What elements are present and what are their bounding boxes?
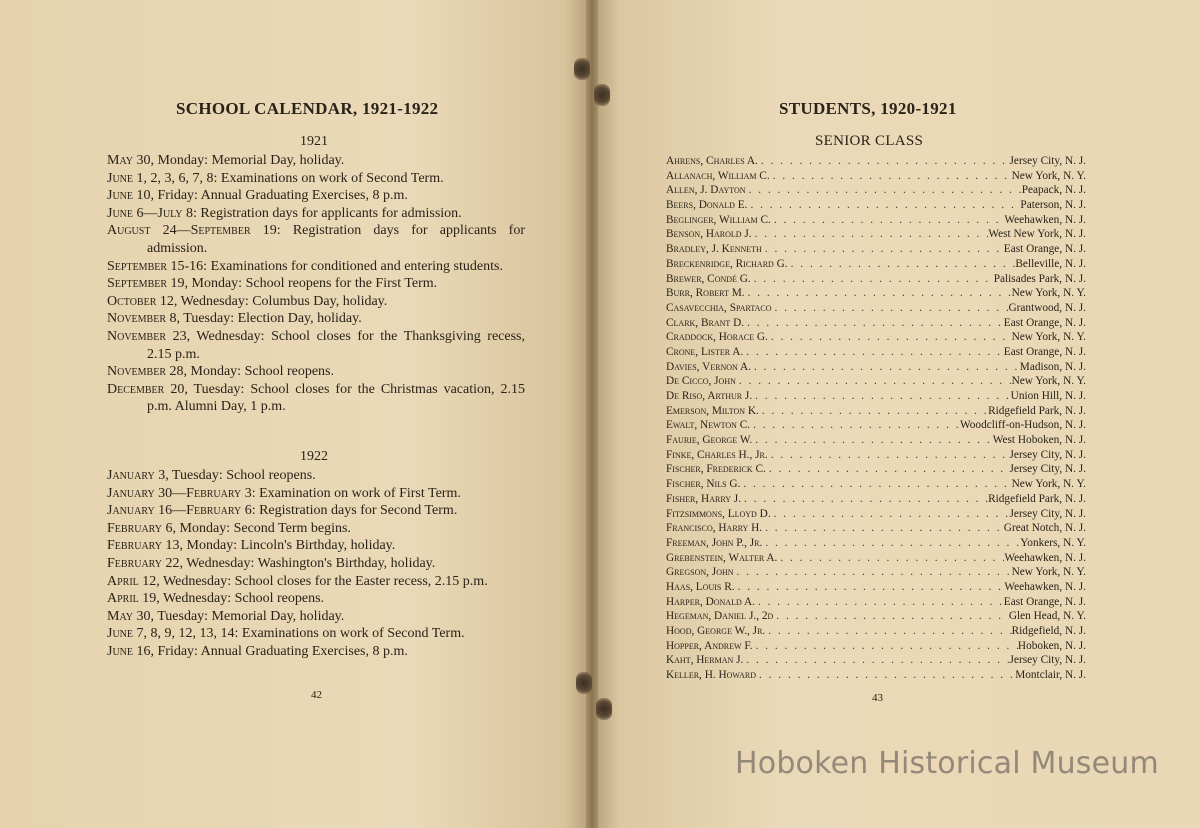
student-row <box>666 507 1086 522</box>
leader-dots <box>759 404 988 419</box>
student-row <box>666 257 1086 272</box>
calendar-entry-text: 28, Monday: School reopens. <box>166 364 334 380</box>
year-heading-1922: 1922 <box>300 449 328 464</box>
student-name: Davies, Vernon A. <box>666 360 752 373</box>
calendar-entry-text: 19, Wednesday: School reopens. <box>138 591 325 607</box>
calendar-entry <box>107 555 525 573</box>
student-row <box>666 316 1086 331</box>
student-town: Palisades Park, N. J. <box>993 272 1086 285</box>
student-row <box>666 668 1086 683</box>
calendar-entry <box>107 328 525 363</box>
student-name: Hegeman, Daniel J., 2d <box>666 610 774 623</box>
student-row <box>666 345 1086 360</box>
leader-dots <box>751 272 994 287</box>
leader-dots <box>762 521 1004 536</box>
student-roster <box>666 154 1086 683</box>
leader-dots <box>747 198 1020 213</box>
student-row <box>666 595 1086 610</box>
student-town: West New York, N. J. <box>988 228 1086 241</box>
student-name: Fischer, Frederick C. <box>666 463 766 476</box>
calendar-entry <box>107 205 525 223</box>
leader-dots <box>743 345 1004 360</box>
student-row <box>666 404 1086 419</box>
leader-dots <box>753 639 1018 654</box>
student-town: East Orange, N. J. <box>1003 595 1086 608</box>
calendar-entry-text: , Monday: Memorial Day, holiday. <box>150 153 345 168</box>
calendar-entry-text: 19, Monday: School reopens for the First Term. <box>167 276 438 292</box>
student-town: New York, N. Y. <box>1011 331 1086 344</box>
calendar-entry-text: 8: Registration days for applicants for admission. <box>182 205 462 221</box>
calendar-entry-date: November <box>107 328 167 344</box>
calendar-entry <box>107 520 525 538</box>
calendar-entry-text: 30, Tuesday: Memorial Day, holiday. <box>132 608 345 624</box>
student-name: Freeman, John P., Jr. <box>666 536 763 549</box>
student-row <box>666 477 1086 492</box>
calendar-entry-date: November <box>107 311 167 327</box>
calendar-entry <box>107 152 525 170</box>
leader-dots <box>743 653 1009 668</box>
calendar-entry-text: 3, Tuesday: School reopens. <box>154 468 316 483</box>
student-name: Benson, Harold J. <box>666 228 752 241</box>
staple-hole-bottom <box>596 698 612 720</box>
student-row <box>666 169 1086 184</box>
student-name: Crone, Lister A. <box>666 345 744 358</box>
page-number-right: 43 <box>872 692 883 704</box>
calendar-entry <box>107 222 525 257</box>
calendar-entry-text: 13, Monday: Lincoln's Birthday, holiday. <box>162 538 396 554</box>
staple-hole-upper <box>594 84 610 106</box>
calendar-entry-text: 19: Registration days for applicants for admission. <box>147 223 525 256</box>
student-name: Kaht, Herman J. <box>666 654 744 667</box>
student-town: New York, N. Y. <box>1011 169 1086 182</box>
leader-dots <box>765 624 1011 639</box>
calendar-entry-date: June <box>107 188 133 204</box>
student-town: Weehawken, N. J. <box>1004 213 1086 226</box>
calendar-entry-date: February <box>107 555 163 571</box>
leader-dots <box>762 242 1004 257</box>
calendar-entry-date: May <box>107 608 133 624</box>
student-town: Hoboken, N. J. <box>1017 639 1086 652</box>
calendar-entry-text: 15-16: Examinations for conditioned and entering students. <box>167 258 503 274</box>
calendar-entry <box>107 187 525 205</box>
calendar-entry-text: 6, Monday: Second Term begins. <box>162 520 351 536</box>
calendar-entry-date: June <box>107 643 133 659</box>
student-town: Jersey City, N. J. <box>1009 507 1086 520</box>
student-town: Madison, N. J. <box>1019 360 1086 373</box>
student-town: Great Notch, N. J. <box>1003 522 1086 535</box>
student-town: Jersey City, N. J. <box>1009 463 1086 476</box>
calendar-entry-date: August 24—September <box>107 223 251 239</box>
calendar-entry-date: October <box>107 293 157 309</box>
leader-dots <box>755 595 1004 610</box>
student-town: Weehawken, N. J. <box>1004 580 1086 593</box>
student-name: Allen, J. Dayton <box>666 184 746 197</box>
calendar-entry-text: 8, Tuesday: Election Day, holiday. <box>166 311 362 327</box>
calendar-entry <box>107 537 525 555</box>
leader-dots <box>773 609 1009 624</box>
student-town: Jersey City, N. J. <box>1009 654 1086 667</box>
student-name: Haas, Louis R. <box>666 580 735 593</box>
student-row <box>666 227 1086 242</box>
student-name: Fischer, Nils G. <box>666 478 741 491</box>
student-town: Woodcliff-on-Hudson, N. J. <box>960 419 1086 432</box>
calendar-entry-text: 23, Wednesday: School closes for the Thanksgiving recess, 2.15 p.m. <box>147 328 525 362</box>
calendar-entry-date: September <box>107 258 168 274</box>
calendar-entry <box>107 310 525 328</box>
calendar-entry-date: April <box>107 591 139 607</box>
calendar-entry-date: September <box>107 276 168 292</box>
student-name: Craddock, Horace G. <box>666 331 768 344</box>
student-town: New York, N. Y. <box>1011 566 1086 579</box>
student-town: Peapack, N. J. <box>1021 184 1086 197</box>
calendar-entry <box>107 293 525 311</box>
calendar-entry <box>107 258 525 276</box>
calendar-entry-date: December <box>107 381 165 397</box>
calendar-entry <box>107 170 525 188</box>
student-row <box>666 330 1086 345</box>
student-row <box>666 565 1086 580</box>
student-name: Bradley, J. Kenneth <box>666 243 762 256</box>
calendar-entry <box>107 573 525 591</box>
student-row <box>666 492 1086 507</box>
student-town: Jersey City, N. J. <box>1009 155 1086 167</box>
calendar-entry-text: 6: Registration days for Second Term. <box>241 503 458 519</box>
student-row <box>666 609 1086 624</box>
student-row <box>666 551 1086 566</box>
leader-dots <box>777 551 1004 566</box>
students-title: STUDENTS, 1920-1921 <box>779 99 957 118</box>
student-name: Hopper, Andrew F. <box>666 639 753 652</box>
student-town: Ridgefield Park, N. J. <box>988 492 1086 505</box>
leader-dots <box>752 389 1011 404</box>
leader-dots <box>751 360 1020 375</box>
student-name: Gregson, John <box>666 566 734 579</box>
calendar-entries-1922 <box>107 467 525 661</box>
leader-dots <box>741 492 988 507</box>
student-row <box>666 580 1086 595</box>
student-name: Clark, Brant D. <box>666 316 745 329</box>
student-town: Belleville, N. J. <box>1015 257 1086 270</box>
calendar-entry-date: January <box>107 468 155 483</box>
leader-dots <box>752 227 989 242</box>
student-town: Glen Head, N. Y. <box>1008 610 1086 623</box>
calendar-entry <box>107 381 525 416</box>
student-town: New York, N. Y. <box>1011 478 1086 491</box>
calendar-entry-text: 7, 8, 9, 12, 13, 14: Examinations on work of Second Term. <box>133 626 465 642</box>
leader-dots <box>768 448 1010 463</box>
student-name: Faurie, George W. <box>666 434 753 447</box>
leader-dots <box>752 433 993 448</box>
calendar-entry-date: February <box>107 538 163 554</box>
student-name: De Cicco, John <box>666 375 736 388</box>
leader-dots <box>762 536 1020 551</box>
student-row <box>666 639 1086 654</box>
calendar-entry-text: 1, 2, 3, 6, 7, 8: Examinations on work of Second Term. <box>133 170 444 186</box>
student-name: Emerson, Milton K. <box>666 404 759 417</box>
calendar-entry <box>107 502 525 520</box>
student-name: Fitzsimmons, Lloyd D. <box>666 507 771 520</box>
leader-dots <box>771 507 1010 522</box>
staple-hole-lower <box>576 672 592 694</box>
student-row <box>666 272 1086 287</box>
calendar-entry <box>107 363 525 381</box>
student-name: Hood, George W., Jr. <box>666 625 766 637</box>
leader-dots <box>771 213 1005 228</box>
student-row <box>666 198 1086 213</box>
calendar-entry-text: 12, Wednesday: School closes for the Easter recess, 2.15 p.m. <box>138 573 488 589</box>
calendar-entry <box>107 467 525 485</box>
student-town: New York, N. Y. <box>1011 287 1086 300</box>
leader-dots <box>740 477 1011 492</box>
student-town: Paterson, N. J. <box>1020 199 1086 212</box>
calendar-entry-date: January 30—February <box>107 485 242 501</box>
student-row <box>666 213 1086 228</box>
student-name: Fisher, Harry J. <box>666 492 742 505</box>
calendar-entry-text: 3: Examination on work of First Term. <box>241 485 461 501</box>
calendar-entry-date: May 30 <box>107 153 151 168</box>
calendar-entry-date: June <box>107 170 133 186</box>
student-row <box>666 418 1086 433</box>
student-row <box>666 536 1086 551</box>
student-row <box>666 521 1086 536</box>
calendar-entry-text: 12, Wednesday: Columbus Day, holiday. <box>156 293 388 309</box>
student-name: Allanach, William C. <box>666 169 770 182</box>
student-row <box>666 653 1086 668</box>
student-town: Grantwood, N. J. <box>1008 301 1086 314</box>
student-name: Casavecchia, Spartaco <box>666 301 772 314</box>
student-town: New York, N. Y. <box>1011 375 1086 388</box>
student-name: Francisco, Harry H. <box>666 522 763 535</box>
student-town: East Orange, N. J. <box>1003 243 1086 256</box>
calendar-title: SCHOOL CALENDAR, 1921-1922 <box>176 99 439 118</box>
student-town: Jersey City, N. J. <box>1009 448 1086 461</box>
calendar-entry <box>107 485 525 503</box>
student-name: De Riso, Arthur J. <box>666 390 753 402</box>
staple-hole-top <box>574 58 590 80</box>
calendar-entry-date: June 6—July <box>107 205 183 221</box>
calendar-entry-date: April <box>107 573 139 589</box>
student-name: Grebenstein, Walter A. <box>666 551 778 564</box>
student-name: Ewalt, Newton C. <box>666 419 751 432</box>
student-town: Ridgefield Park, N. J. <box>988 404 1086 417</box>
student-town: Yonkers, N. Y. <box>1020 536 1086 549</box>
page-number-left: 42 <box>311 689 322 701</box>
student-row <box>666 286 1086 301</box>
calendar-entry <box>107 275 525 293</box>
student-town: Weehawken, N. J. <box>1004 551 1086 564</box>
student-town: Montclair, N. J. <box>1015 669 1086 682</box>
leader-dots <box>758 154 1010 169</box>
calendar-entry-text: 10, Friday: Annual Graduating Exercises, 8 p.m. <box>133 188 408 204</box>
leader-dots <box>750 418 960 433</box>
student-row <box>666 301 1086 316</box>
student-row <box>666 242 1086 257</box>
student-name: Ahrens, Charles A. <box>666 155 758 167</box>
student-name: Beers, Donald E. <box>666 199 748 212</box>
student-name: Keller, H. Howard <box>666 669 756 682</box>
leader-dots <box>771 301 1008 316</box>
calendar-entry-date: June <box>107 626 133 642</box>
leader-dots <box>735 580 1005 595</box>
calendar-entry-text: 20, Tuesday: School closes for the Christmas vacation, 2.15 p.m. Alumni Day, 1 p.m. <box>147 381 525 415</box>
student-name: Brewer, Condé G. <box>666 272 751 285</box>
year-heading-1921: 1921 <box>300 134 328 149</box>
student-name: Beglinger, William C. <box>666 213 771 226</box>
leader-dots <box>745 286 1012 301</box>
student-town: West Hoboken, N. J. <box>992 434 1086 447</box>
student-name: Finke, Charles H., Jr. <box>666 448 768 461</box>
leader-dots <box>734 565 1012 580</box>
student-town: East Orange, N. J. <box>1003 316 1086 329</box>
student-row <box>666 389 1086 404</box>
leader-dots <box>788 257 1016 272</box>
student-row <box>666 462 1086 477</box>
leader-dots <box>756 668 1015 683</box>
calendar-entry-date: November <box>107 364 167 380</box>
leader-dots <box>736 374 1012 389</box>
student-name: Harper, Donald A. <box>666 595 755 608</box>
student-row <box>666 448 1086 463</box>
calendar-entry <box>107 643 525 661</box>
student-row <box>666 154 1086 169</box>
calendar-entry-date: January 16—February <box>107 503 242 519</box>
calendar-entry <box>107 625 525 643</box>
student-town: Ridgefield, N. J. <box>1011 625 1086 637</box>
leader-dots <box>744 316 1004 331</box>
watermark: Hoboken Historical Museum <box>735 746 1159 781</box>
student-row <box>666 433 1086 448</box>
calendar-entry-text: 16, Friday: Annual Graduating Exercises, 8 p.m. <box>133 643 408 659</box>
senior-class-heading: SENIOR CLASS <box>815 133 924 149</box>
calendar-entries-1921 <box>107 152 525 416</box>
leader-dots <box>768 330 1012 345</box>
student-town: East Orange, N. J. <box>1003 345 1086 358</box>
student-town: Union Hill, N. J. <box>1010 390 1086 402</box>
leader-dots <box>770 169 1012 184</box>
leader-dots <box>766 462 1010 477</box>
student-name: Breckenridge, Richard G. <box>666 257 788 270</box>
student-row <box>666 374 1086 389</box>
leader-dots <box>746 183 1022 198</box>
student-row <box>666 360 1086 375</box>
calendar-entry-text: 22, Wednesday: Washington's Birthday, holiday. <box>162 555 436 571</box>
calendar-entry-date: February <box>107 520 163 536</box>
student-row <box>666 624 1086 639</box>
student-row <box>666 183 1086 198</box>
student-name: Burr, Robert M. <box>666 287 745 300</box>
calendar-entry <box>107 608 525 626</box>
calendar-entry <box>107 590 525 608</box>
